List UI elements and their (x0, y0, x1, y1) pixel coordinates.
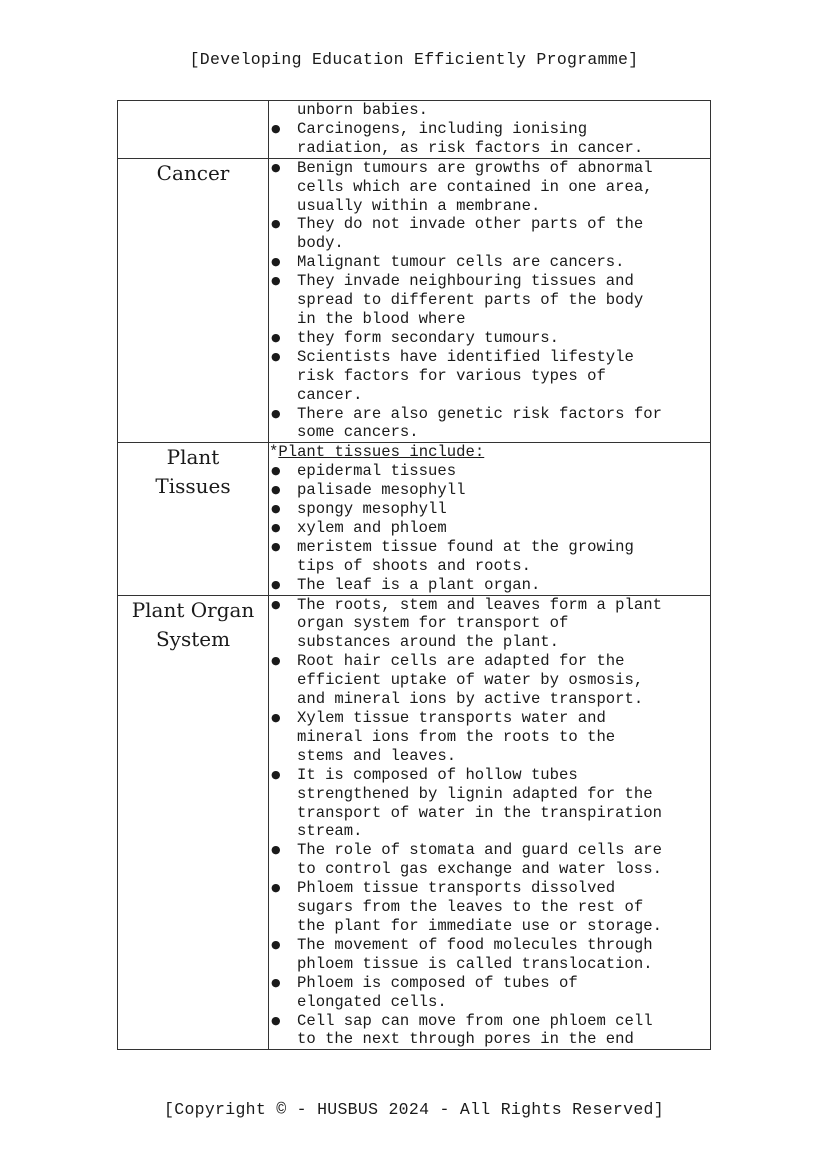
list-item-line: unborn babies. (297, 101, 429, 119)
list-item (269, 936, 710, 974)
table-row (118, 595, 711, 1050)
list-item-line: ● The roots, stem and leaves form a plant (297, 595, 662, 614)
list-item (269, 519, 710, 538)
content-cell (269, 443, 711, 595)
asterisk-marker: * (269, 443, 279, 462)
list-item (269, 462, 710, 481)
list-item-line: ● spongy mesophyll (297, 500, 447, 519)
list-item-line: ● Carcinogens, including ionising (297, 119, 588, 138)
list-item-line: cancer. (297, 385, 363, 404)
topic-title-line: System (155, 626, 231, 651)
notes-table (117, 100, 711, 1050)
list-item-line: ● xylem and phloem (297, 518, 447, 537)
list-item-line: ● Phloem is composed of tubes of (297, 973, 578, 992)
list-item-line: ● It is composed of hollow tubes (297, 765, 578, 784)
list-item (269, 500, 710, 519)
list-item (269, 1012, 710, 1050)
table-row (118, 101, 711, 159)
list-item-line: transport of water in the transpiration (297, 803, 662, 822)
list-item (269, 879, 710, 936)
list-item-line: ● Scientists have identified lifestyle (297, 347, 634, 366)
list-item-line: ● meristem tissue found at the growing (297, 537, 634, 556)
topic-cell (118, 443, 269, 595)
topic-title-line: Plant (166, 445, 220, 470)
list-item (269, 101, 710, 120)
list-item-line: ● The leaf is a plant organ. (297, 575, 541, 594)
list-item-line: ● Xylem tissue transports water and (297, 709, 606, 727)
content-cell (269, 158, 711, 443)
list-item-line: ● There are also genetic risk factors for (297, 404, 662, 423)
list-item (269, 766, 710, 842)
list-item-line: sugars from the leaves to the rest of (297, 898, 644, 917)
list-item-line: phloem tissue is called translocation. (297, 954, 653, 973)
topic-cell (118, 158, 269, 443)
list-item (269, 405, 710, 443)
list-item (269, 538, 710, 576)
list-item-line: in the blood where (297, 309, 466, 328)
page-footer: [Copyright © - HUSBUS 2024 - All Rights Reserved] (164, 1100, 664, 1119)
list-item-line: strengthened by lignin adapted for the (297, 784, 653, 803)
list-item-line: ● Root hair cells are adapted for the (297, 652, 625, 671)
bullet-list (269, 596, 710, 1050)
notes-table-body (118, 101, 711, 1050)
topic-cell (118, 595, 269, 1050)
section-heading-text: Plant tissues include: (278, 443, 485, 462)
list-item-line: substances around the plant. (297, 633, 560, 652)
list-item-line: and mineral ions by active transport. (297, 690, 644, 709)
list-item (269, 974, 710, 1012)
list-item (269, 272, 710, 329)
list-item-line: stems and leaves. (297, 746, 457, 765)
list-item-line: organ system for transport of (297, 614, 569, 633)
list-item (269, 576, 710, 595)
bullet-list (269, 462, 710, 594)
list-item (269, 348, 710, 405)
list-item-line: ● epidermal tissues (297, 462, 457, 481)
section-heading (269, 443, 710, 462)
list-item-line: to control gas exchange and water loss. (297, 860, 662, 879)
list-item-line: ● They invade neighbouring tissues and (297, 272, 634, 291)
list-item-line: stream. (297, 822, 363, 841)
list-item (269, 159, 710, 216)
list-item (269, 841, 710, 879)
list-item-line: efficient uptake of water by osmosis, (297, 671, 644, 690)
list-item-line: ● The movement of food molecules through (297, 935, 653, 954)
list-item (269, 652, 710, 709)
list-item (269, 215, 710, 253)
list-item-line: usually within a membrane. (297, 196, 541, 215)
list-item-line: ● Benign tumours are growths of abnormal (297, 158, 653, 177)
list-item-line: mineral ions from the roots to the (297, 727, 616, 746)
bullet-list (269, 159, 710, 443)
list-item-line: the plant for immediate use or storage. (297, 916, 662, 935)
topic-title-line: Cancer (156, 160, 230, 185)
list-item (269, 120, 710, 158)
list-item-line: tips of shoots and roots. (297, 556, 531, 575)
page-header: [Developing Education Efficiently Programme] (189, 50, 639, 69)
list-item-line: ● Malignant tumour cells are cancers. (297, 253, 625, 272)
list-item (269, 253, 710, 272)
list-item-line: risk factors for various types of (297, 366, 606, 385)
list-item-line: ● Cell sap can move from one phloem cell (297, 1011, 653, 1030)
list-item (269, 481, 710, 500)
list-item-line: ● The role of stomata and guard cells are (297, 841, 662, 860)
content-cell (269, 595, 711, 1050)
list-item-line: spread to different parts of the body (297, 291, 644, 310)
table-row (118, 158, 711, 443)
list-item (269, 709, 710, 766)
list-item (269, 596, 710, 653)
topic-title-line: Tissues (155, 474, 231, 499)
table-row (118, 443, 711, 595)
content-cell (269, 101, 711, 159)
list-item-line: ● They do not invade other parts of the (297, 215, 644, 234)
list-item-line: ● palisade mesophyll (297, 481, 466, 500)
list-item (269, 329, 710, 348)
topic-cell (118, 101, 269, 159)
list-item-line: cells which are contained in one area, (297, 177, 653, 196)
list-item-line: ● Phloem tissue transports dissolved (297, 879, 616, 898)
list-item-line: elongated cells. (297, 992, 447, 1011)
list-item-line: ● they form secondary tumours. (297, 328, 560, 347)
list-item-line: some cancers. (297, 423, 419, 442)
topic-title-line: Plant Organ (131, 597, 255, 622)
bullet-list (269, 101, 710, 158)
list-item-line: to the next through pores in the end (297, 1030, 634, 1049)
list-item-line: radiation, as risk factors in cancer. (297, 138, 644, 157)
list-item-line: body. (297, 234, 344, 253)
